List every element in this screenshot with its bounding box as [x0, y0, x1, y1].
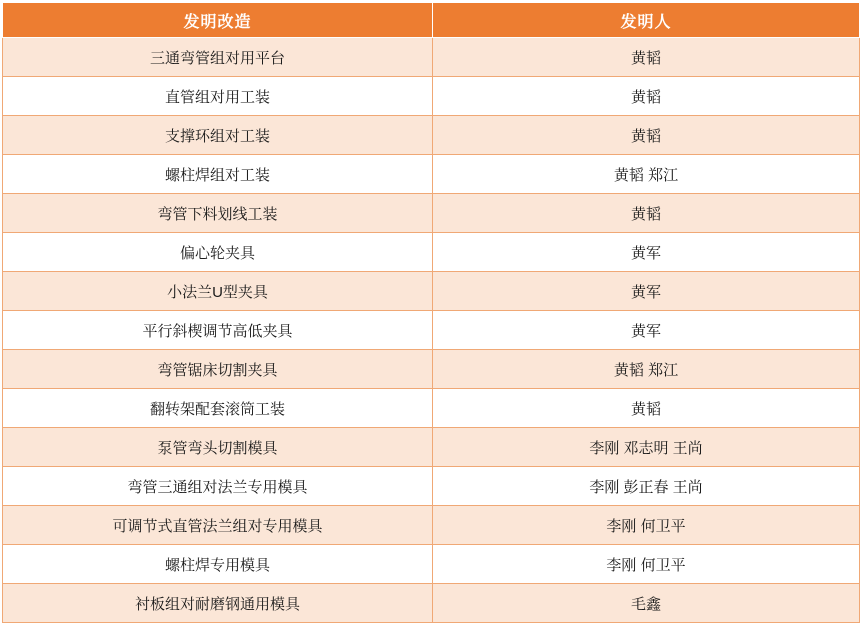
cell-inventor: 黄军 [433, 233, 860, 272]
table-row [3, 506, 860, 545]
table-row [3, 116, 860, 155]
cell-inventor: 李刚 彭正春 王尚 [433, 467, 860, 506]
cell-inventor: 黄军 [433, 272, 860, 311]
table-row [3, 38, 860, 77]
table-row [3, 350, 860, 389]
cell-invention: 螺柱焊专用模具 [3, 545, 433, 584]
cell-invention: 螺柱焊组对工装 [3, 155, 433, 194]
table-body [3, 38, 860, 623]
table-header [3, 3, 860, 38]
table-row [3, 311, 860, 350]
cell-invention: 平行斜楔调节高低夹具 [3, 311, 433, 350]
cell-inventor: 李刚 邓志明 王尚 [433, 428, 860, 467]
table-row [3, 233, 860, 272]
cell-inventor: 黄韬 郑江 [433, 155, 860, 194]
cell-invention: 衬板组对耐磨钢通用模具 [3, 584, 433, 623]
cell-inventor: 黄韬 [433, 389, 860, 428]
table-row [3, 272, 860, 311]
table-row [3, 584, 860, 623]
table-row [3, 467, 860, 506]
table-row [3, 155, 860, 194]
column-header-inventor: 发明人 [433, 3, 860, 38]
cell-inventor: 黄韬 郑江 [433, 350, 860, 389]
cell-inventor: 李刚 何卫平 [433, 545, 860, 584]
cell-invention: 弯管锯床切割夹具 [3, 350, 433, 389]
table-header-row [3, 3, 860, 38]
cell-inventor: 黄韬 [433, 77, 860, 116]
cell-invention: 小法兰U型夹具 [3, 272, 433, 311]
cell-inventor: 毛鑫 [433, 584, 860, 623]
cell-inventor: 黄韬 [433, 116, 860, 155]
cell-invention: 泵管弯头切割模具 [3, 428, 433, 467]
table-row [3, 389, 860, 428]
cell-invention: 偏心轮夹具 [3, 233, 433, 272]
cell-inventor: 李刚 何卫平 [433, 506, 860, 545]
cell-invention: 可调节式直管法兰组对专用模具 [3, 506, 433, 545]
table-row [3, 77, 860, 116]
table-row [3, 545, 860, 584]
table-row [3, 428, 860, 467]
cell-invention: 三通弯管组对用平台 [3, 38, 433, 77]
invention-table [2, 2, 860, 623]
cell-invention: 翻转架配套滚筒工装 [3, 389, 433, 428]
cell-invention: 直管组对用工装 [3, 77, 433, 116]
cell-inventor: 黄军 [433, 311, 860, 350]
cell-invention: 弯管下料划线工装 [3, 194, 433, 233]
table-row [3, 194, 860, 233]
column-header-invention: 发明改造 [3, 3, 433, 38]
cell-inventor: 黄韬 [433, 194, 860, 233]
cell-invention: 支撑环组对工装 [3, 116, 433, 155]
cell-invention: 弯管三通组对法兰专用模具 [3, 467, 433, 506]
cell-inventor: 黄韬 [433, 38, 860, 77]
